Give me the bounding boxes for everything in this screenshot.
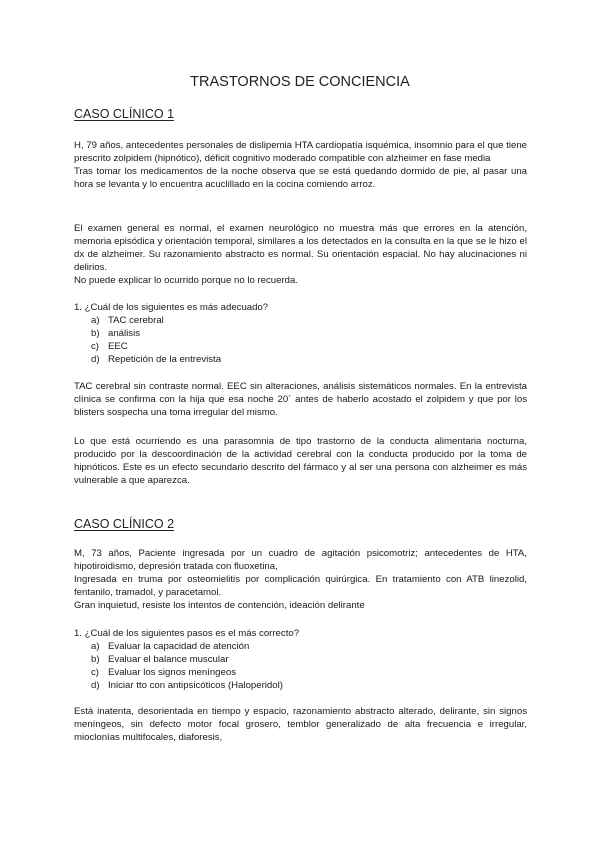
- option-label: d): [91, 680, 100, 691]
- option-text: TAC cerebral: [108, 315, 164, 326]
- case1-option: [74, 314, 527, 327]
- case2-heading: CASO CLÍNICO 2: [74, 517, 175, 531]
- case1-exam: [74, 222, 527, 287]
- case2-intro-treatment: Ingresada en truma por osteomielitis por complicación quirúrgica. En tratamiento con ATB linezolid, fentanilo, tramadol, y paracetamol.: [74, 574, 527, 598]
- option-label: b): [91, 328, 100, 339]
- case2-option: [74, 679, 527, 692]
- option-text: Repetición de la entrevista: [108, 354, 222, 365]
- case1-option: [74, 340, 527, 353]
- document-title: TRASTORNOS DE CONCIENCIA: [190, 74, 410, 90]
- case2-option: [74, 640, 527, 653]
- case1-question-block: [74, 301, 527, 366]
- case1-result: TAC cerebral sin contraste normal. EEC sin alteraciones, análisis sistemáticos normales. En la entrevista clínica se confirma con la hija que esa noche 20´ antes de haberlo acostado el zolpidem y que por los blisters sospecha una toma irregular del mismo.: [74, 381, 527, 418]
- option-label: a): [91, 315, 100, 326]
- case2-intro-history: M, 73 años, Paciente ingresada por un cuadro de agitación psicomotriz; antecedentes de HTA, hipotiroidismo, depresión tratada con fluoxetina,: [74, 548, 527, 572]
- case2-option: [74, 666, 527, 679]
- case1-option: [74, 353, 527, 366]
- case2-intro-behavior: Gran inquietud, resiste los intentos de contención, ideación delirante: [74, 600, 365, 611]
- case1-exam-findings: El examen general es normal, el examen neurológico no muestra más que errores en la atención, memoria episódica y orientación temporal, similares a los detectados en la consulta en la que se le hizo el dx de alzheimer. Su razonamiento abstracto es normal. Su orientación espacial. No hay alucinaciones ni delirios.: [74, 223, 527, 273]
- case1-option: [74, 327, 527, 340]
- option-label: d): [91, 354, 100, 365]
- option-label: b): [91, 654, 100, 665]
- option-label: a): [91, 641, 100, 652]
- case1-exam-memory: No puede explicar lo ocurrido porque no lo recuerda.: [74, 275, 298, 286]
- case1-explanation: Lo que está ocurriendo es una parasomnia de tipo trastorno de la conducta alimentaria nocturna, producido por la descoordinación de la actividad cerebral con la conducta producido por la toma de hipnóticos. Este es un efecto secundario descrito del fármaco y al ser una persona con alzheimer es más vulnerable a que aparezca.: [74, 436, 527, 486]
- case2-findings: Está inatenta, desorientada en tiempo y espacio, razonamiento abstracto alterado, delirante, sin signos meníngeos, sin defecto motor focal grosero, temblor generalizado de alta frecuencia e irregular, mioclonías multifocales, diaforesis,: [74, 706, 527, 743]
- case1-intro-history: H, 79 años, antecedentes personales de dislipemia HTA cardiopatía isquémica, insomnio para el que tiene prescrito zolpidem (hipnótico), déficit cognitivo moderado compatible con alzheimer en fase media: [74, 140, 527, 164]
- option-text: Evaluar los signos meníngeos: [108, 667, 236, 678]
- option-label: c): [91, 341, 99, 352]
- case1-question: 1. ¿Cuál de los siguientes es más adecuado?: [74, 302, 269, 313]
- option-text: Evaluar el balance muscular: [108, 654, 229, 665]
- case2-option: [74, 653, 527, 666]
- case1-intro: [74, 139, 527, 191]
- case1-intro-event: Tras tomar los medicamentos de la noche observa que se está quedando dormido de pie, al pasar una hora se levanta y lo encuentra acuclillado en la cocina comiendo arroz.: [74, 166, 527, 190]
- option-text: EEC: [108, 341, 128, 352]
- case1-heading: CASO CLÍNICO 1: [74, 107, 175, 121]
- option-text: Iniciar tto con antipsicóticos (Haloperidol): [108, 680, 283, 691]
- option-text: Evaluar la capacidad de atención: [108, 641, 250, 652]
- case2-question: 1. ¿Cuál de los siguientes pasos es el más correcto?: [74, 628, 300, 639]
- option-text: análisis: [108, 328, 140, 339]
- case2-question-block: [74, 627, 527, 692]
- option-label: c): [91, 667, 99, 678]
- case2-intro: [74, 547, 527, 612]
